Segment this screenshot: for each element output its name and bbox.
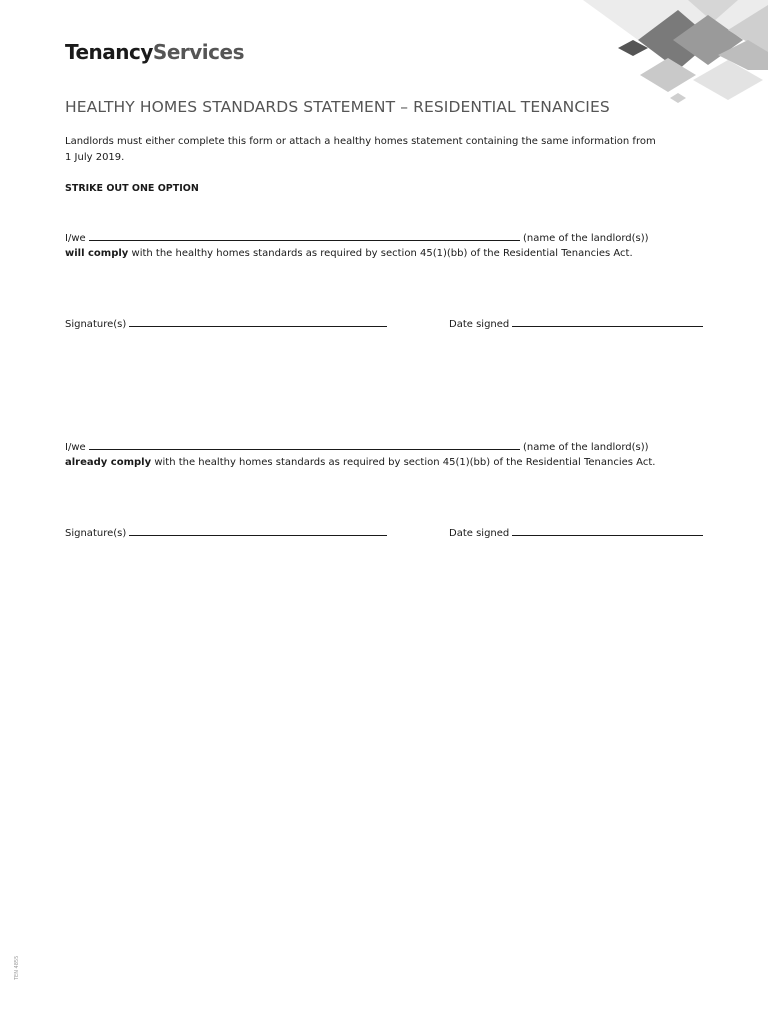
option-1-statement (65, 246, 633, 261)
signature-field[interactable] (129, 317, 387, 327)
date-field[interactable] (512, 526, 703, 536)
signature-group (65, 526, 387, 539)
date-label: Date signed (449, 528, 510, 539)
option-2-bold: already comply (65, 457, 152, 468)
intro-text: Landlords must either complete this form or attach a healthy homes statement containing the same information from 1 July 2019. (65, 136, 656, 163)
date-label: Date signed (449, 319, 510, 330)
page-title: HEALTHY HOMES STANDARDS STATEMENT – RESIDENTIAL TENANCIES (65, 98, 610, 116)
landlord-name-field[interactable] (89, 440, 520, 450)
logo-part-1: Tenancy (65, 40, 153, 64)
signature-label: Signature(s) (65, 319, 127, 330)
iwe-label: I/we (65, 442, 86, 453)
instruction-text: STRIKE OUT ONE OPTION (65, 183, 199, 194)
option-2-statement (65, 455, 655, 470)
form-code: TEN 4855 (14, 955, 20, 980)
date-field[interactable] (512, 317, 703, 327)
name-hint: (name of the landlord(s)) (523, 233, 649, 244)
option-1-rest: with the healthy homes standards as required by section 45(1)(bb) of the Residential Tenancies Act. (131, 248, 633, 259)
option-2-name-line (65, 440, 649, 455)
tenancy-services-logo (65, 40, 244, 64)
date-group (449, 526, 703, 539)
signature-group (65, 317, 387, 330)
landlord-name-field[interactable] (89, 231, 520, 241)
option-2-rest: with the healthy homes standards as required by section 45(1)(bb) of the Residential Tenancies Act. (154, 457, 656, 468)
name-hint: (name of the landlord(s)) (523, 442, 649, 453)
signature-label: Signature(s) (65, 528, 127, 539)
signature-field[interactable] (129, 526, 387, 536)
date-group (449, 317, 703, 330)
option-1-name-line (65, 231, 649, 246)
option-1-bold: will comply (65, 248, 129, 259)
logo-part-2: Services (152, 40, 244, 64)
iwe-label: I/we (65, 233, 86, 244)
decorative-diamond-graphic (578, 0, 768, 110)
